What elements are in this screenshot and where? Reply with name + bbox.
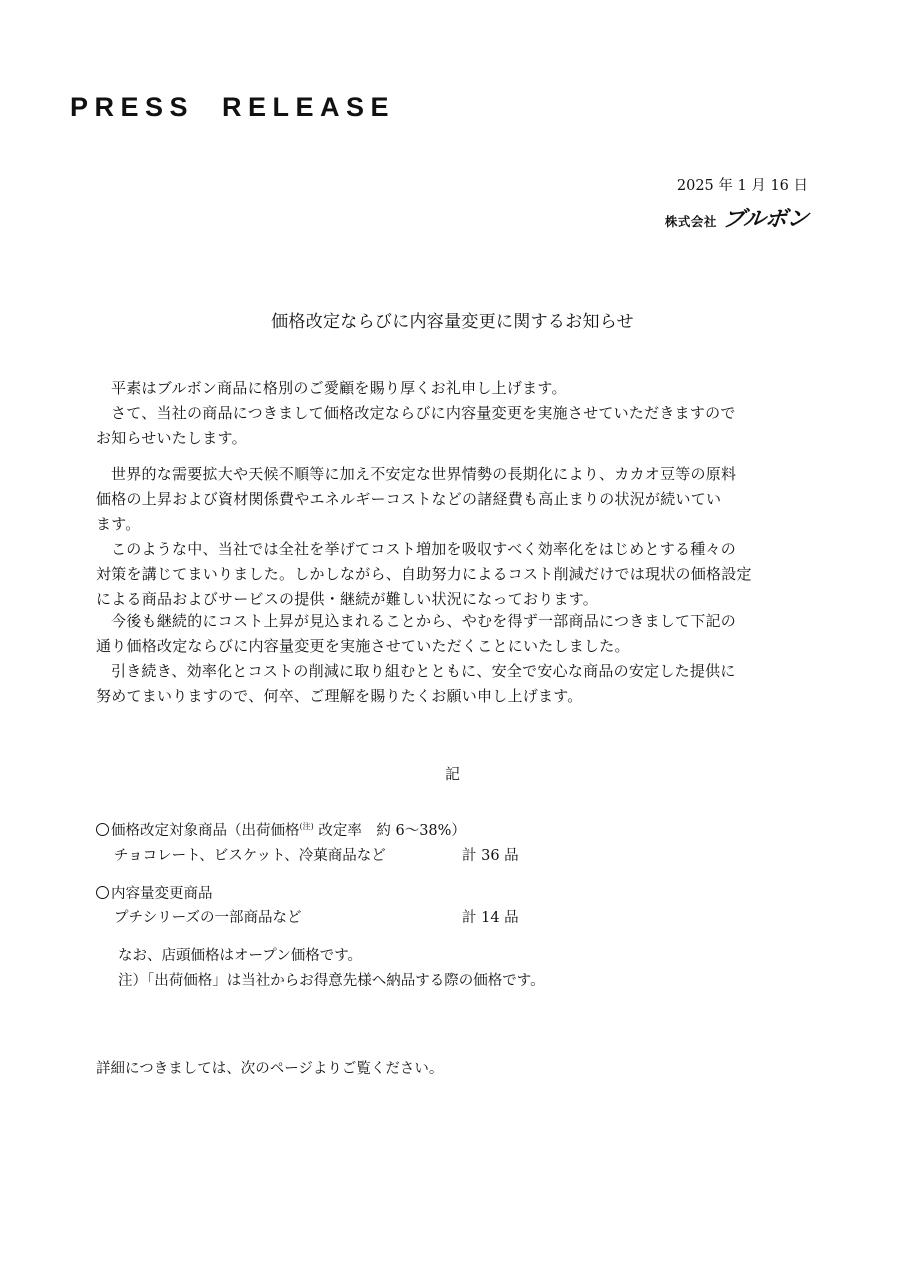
body-line: 対策を講じてまいりました。しかしながら、自助努力によるコスト削減だけでは現状の価格設定 [96, 565, 752, 583]
body-line: 価格の上昇および資材関係費やエネルギーコストなどの諸経費も高止まりの状況が続いてい [96, 490, 722, 508]
company-prefix: 株式会社 [664, 214, 717, 229]
body-line: 通り価格改定ならびに内容量変更を実施させていただくことにいたしました。 [96, 637, 630, 655]
closing-line: 詳細につきましては、次のページよりご覧ください。 [96, 1061, 444, 1077]
company-name [665, 202, 808, 233]
body-line: 引き続き、効率化とコストの削減に取り組むとともに、安全で安心な商品の安定した提供に [111, 662, 736, 680]
press-release-header: PRESS RELEASE [70, 92, 396, 122]
body-line: このような中、当社では全社を挙げてコスト増加を吸収すべく効率化をはじめとする種々の [111, 540, 736, 558]
price-revision-heading [96, 819, 466, 840]
content-change-heading [96, 882, 213, 903]
revision-rate: 改定率 約 6～38%） [313, 823, 466, 839]
content-change-products: プチシリーズの一部商品など [114, 910, 302, 926]
document-title: 価格改定ならびに内容量変更に関するお知らせ [271, 312, 634, 332]
price-revision-products: チョコレート、ビスケット、冷菓商品など [114, 848, 386, 864]
bourbon-logo: ブルボン [721, 207, 810, 232]
body-line: による商品およびサービスの提供・継続が難しい状況になっております。 [96, 590, 599, 608]
body-line: お知らせいたします。 [96, 429, 247, 447]
store-price-note: なお、店頭価格はオープン価格です。 [118, 948, 363, 964]
circle-bullet-icon [96, 823, 109, 836]
body-line: 今後も継続的にコスト上昇が見込まれることから、やむを得ず一部商品につきまして下記の [111, 612, 736, 630]
body-line: 世界的な需要拡大や天候不順等に加え不安定な世界情勢の長期化により、カカオ豆等の原料 [111, 465, 737, 483]
body-line: さて、当社の商品につきまして価格改定ならびに内容量変更を実施させていただきますので [111, 404, 736, 422]
content-change-total: 計 14 品 [462, 910, 519, 926]
body-line: 平素はブルボン商品に格別のご愛顧を賜り厚くお礼申し上げます。 [111, 379, 567, 397]
content-change-label: 内容量変更商品 [111, 886, 213, 902]
circle-bullet-icon [96, 886, 109, 899]
release-date: 2025 年 1 月 16 日 [676, 178, 808, 194]
shipping-price-note: 注）「出荷価格」は当社からお得意先様へ納品する際の価格です。 [118, 973, 545, 989]
price-revision-label: 価格改定対象商品（出荷価格 [111, 823, 300, 839]
body-line: 努めてまいりますので、何卒、ご理解を賜りたくお願い申し上げます。 [96, 687, 583, 705]
price-revision-total: 計 36 品 [462, 848, 519, 864]
note-marker: (注) [299, 822, 314, 831]
ki-heading: 記 [444, 765, 460, 783]
body-line: ます。 [96, 515, 141, 533]
